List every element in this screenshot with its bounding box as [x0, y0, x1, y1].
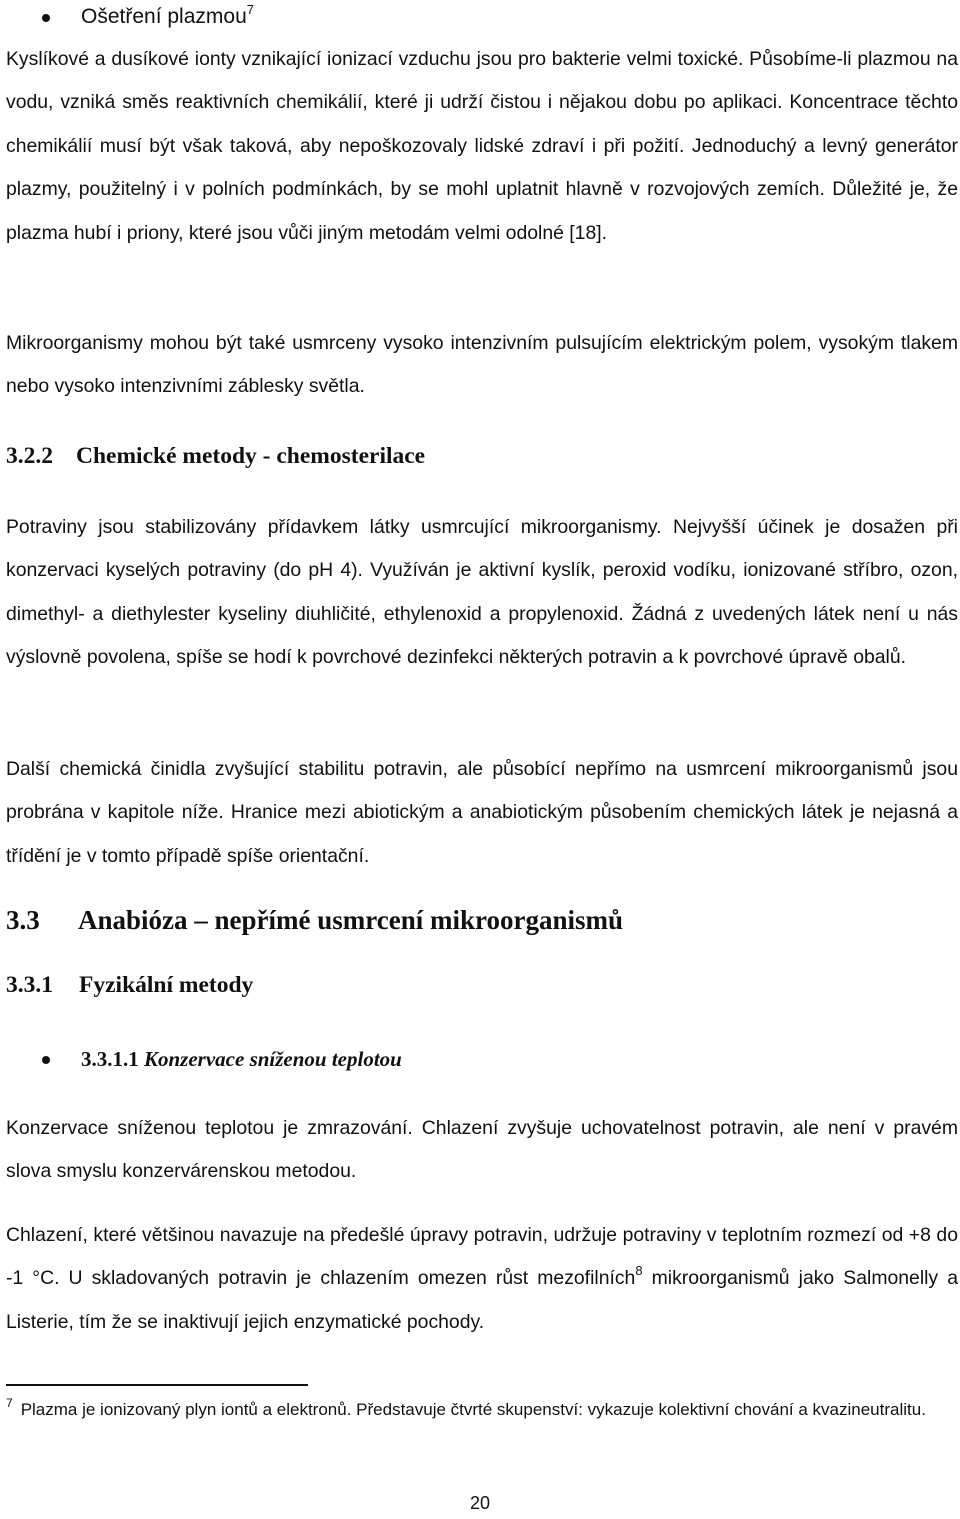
- bullet-plasma-text: Ošetření plazmou$^7$: [81, 2, 254, 28]
- section-number: 3.3.1: [6, 972, 53, 998]
- footnote-text: Plazma je ionizovaný plyn iontů a elektronů. Představuje čtvrté skupenství: vykazuje kolektivní chování a kvazineutralitu.: [20, 1400, 926, 1419]
- section-heading-3-3: [6, 905, 623, 936]
- section-heading-3-2-2: [6, 443, 425, 470]
- section-title: Anabióza – nepřímé usmrcení mikroorganismů: [78, 905, 624, 935]
- footnote-ref-8: 8: [635, 1263, 643, 1279]
- section-number: 3.3: [6, 905, 40, 935]
- section-title: Chemické metody - chemosterilace: [76, 443, 426, 469]
- paragraph-plasma-2: Mikroorganismy mohou být také usmrceny vysoko intenzivním pulsujícím elektrickým polem, vysokým tlakem nebo vysoko intenzivními záblesky světla.: [6, 332, 958, 398]
- paragraph-plasma-1: Kyslíkové a dusíkové ionty vznikající ionizací vzduchu jsou pro bakterie velmi toxické. Působíme-li plazmou na vodu, vzniká směs reaktivních chemikálií, které ji udrží čistou i nějakou dobu po aplikaci. Koncentrace těchto chemikálií musí být však taková, aby nepoškozovaly lidské zdraví i při požití. Jednoduchý a levný generátor plazmy, použitelný i v polních podmínkách, by se mohl uplatnit hlavně v rozvojových zemích. Důležité je, že plazma hubí i priony, které jsou vůči jiným metodám velmi odolné [18].: [6, 48, 958, 244]
- paragraph-chemical-2: Další chemická činidla zvyšující stabilitu potravin, ale působící nepřímo na usmrcení mikroorganismů jsou probrána v kapitole níže. Hranice mezi abiotickým a anabiotickým působením chemických látek je nejasná a třídění je v tomto případě spíše orientační.: [6, 758, 958, 867]
- section-title: Fyzikální metody: [79, 972, 254, 998]
- bullet-icon: [42, 1056, 50, 1064]
- paragraph-cold-2: Chlazení, které většinou navazuje na předešlé úpravy potravin, udržuje potraviny v teplotním rozmezí od +8 do -1 °C. U skladovaných potravin je chlazením omezen růst mezofilních$^8$ mikroorganismů jako Salmonelly a Listerie, tím že se inaktivují jejich enzymatické pochody.: [6, 1224, 958, 1333]
- footnote-number: 7: [6, 1396, 13, 1410]
- footnote-separator: [6, 1384, 308, 1386]
- section-heading-3-3-1: [6, 972, 253, 999]
- bullet-heading-3-3-1-1: 3.3.1.1 Konzervace sníženou teplotou: [81, 1047, 402, 1071]
- paragraph-cold-1: Konzervace sníženou teplotou je zmrazování. Chlazení zvyšuje uchovatelnost potravin, ale není v pravém slova smyslu konzervárenskou metodou.: [6, 1117, 958, 1183]
- page-number: 20: [469, 1493, 491, 1513]
- footnote-7: [6, 1392, 958, 1427]
- section-number: 3.2.2: [6, 443, 53, 469]
- bullet-icon: [42, 14, 50, 22]
- paragraph-chemical-1: Potraviny jsou stabilizovány přídavkem látky usmrcující mikroorganismy. Nejvyšší účinek je dosažen při konzervaci kyselých potraviny (do pH 4). Využíván je aktivní kyslík, peroxid vodíku, ionizované stříbro, ozon, dimethyl- a diethylester kyseliny diuhličité, ethylenoxid a propylenoxid. Žádná z uvedených látek není u nás výslovně povolena, spíše se hodí k povrchové dezinfekci některých potravin a k povrchové úpravě obalů.: [6, 516, 958, 669]
- footnote-ref-7: 7: [246, 2, 254, 17]
